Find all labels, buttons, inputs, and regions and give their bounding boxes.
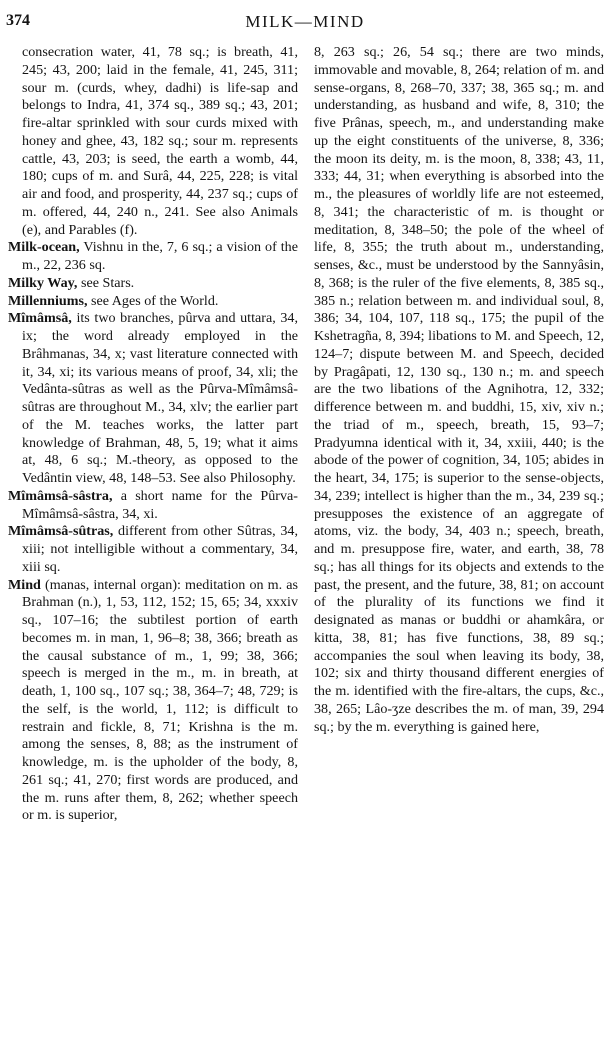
entry-text: see Stars. [77, 274, 135, 291]
entry-headword: Milky Way, [8, 274, 78, 291]
index-entry [8, 293, 298, 311]
entry-text: consecration water, 41, 78 sq.; is breath, 41, 245; 43, 200; laid in the female, 41, 245, 311; sour m. (curds, whey, dadhi) is life-sap and belongs to Indra, 41, 374 sq., 389 sq.; 43, 201; fire-altar sprinkled with sour curds mixed with honey and ghee, 43, 182 sq.; sour m. represents cattle, 43, 203; is seed, the earth a womb, 44, 180; cups of m. and Surâ, 44, 225, 228; is vital air and food, and prosperity, 44, 237 sq.; cups of m. offered, 44, 240 n., 241. See also Animals (e), and Parables (f). [22, 44, 298, 238]
entry-text: a short name for the Pûrva-Mîmâmsâ-sâstra, 34, xi. [22, 487, 298, 522]
entry-text: different from other Sûtras, 34, xiii; not intelligible without a commentary, 34, xiii sq. [22, 523, 298, 575]
index-entry [8, 275, 298, 293]
index-entry [8, 577, 298, 826]
running-head: MILK—MIND [245, 12, 365, 31]
index-entry [8, 239, 298, 275]
entry-text: see Ages of the World. [87, 292, 219, 309]
page-header [6, 12, 604, 34]
entry-text: 8, 263 sq.; 26, 54 sq.; there are two minds, immovable and movable, 8, 264; relation of m. and sense-organs, 8, 268–70, 337; 38, 365 sq.; m. and understanding, as husband and wife, 8, 310; the five Prânas, speech, m., and understanding make up the eight constituents of the universe, 8, 336; the moon its deity, m. is the moon, 8, 338; 43, 11, 333; 44, 31; when everything is absorbed into the m., the pleasures of worldly life are not esteemed, 8, 341; the characteristic of m. is thought or meditation, 8, 348–50; the pole of the wheel of life, 8, 355; the truth about m., understanding, senses, &c., must be understood by the Sannyâsin, 8, 368; is the ruler of the five elements, 8, 385 sq., 385 n.; relation between m. and individual soul, 8, 386; 34, 104, 107, 118 sq., 175; the pupil of the Kshetragña, 8, 394; libations to M. and Speech, 12, 124–7; dispute between M. and Speech, decided by Pragâpati, 12, 130 sq., 130 n.; m. and speech are the two libations of the Agnihotra, 12, 332; difference between m. and buddhi, 15, xiv, xiv n.; the triad of m., speech, breath, 15, 93–7; Pradyumna identical with it, 34, xxiii, 440; is the abode of the power of cognition, 34, 105; abides in the heart, 34, 175; is superior to the sense-objects, 34, 239; intellect is higher than the m., 34, 239 sq.; presupposes the existence of an aggregate of atoms, viz. the body, 34, 403 n.; speech, breath, and m. presuppose fire, water, and earth, 38, 78 sq.; has all things for its objects and extends to the past, the present, and the future, 38, 81; on account of the plurality of its functions we find it designated as manas or buddhi or ahamkâra, or kitta, 38, 81; has five functions, 38, 89 sq.; accompanies the soul when leaving its body, 38, 102; six and thirty thousand different energies of the m. identified with the fire-altars, the cups, &c., 38, 265; Lâo-ʒze describes the m. of man, 39, 294 sq.; by the m. everything is gained here, [314, 44, 604, 735]
entry-headword: Millenniums, [8, 292, 88, 309]
entry-headword: Mîmâmsâ-sûtras, [8, 523, 114, 540]
left-column [8, 44, 298, 1060]
index-columns [8, 44, 604, 1060]
index-entry [8, 523, 298, 576]
entry-headword: Milk-ocean, [8, 239, 80, 256]
index-entry [314, 44, 604, 736]
index-entry [8, 44, 298, 239]
page-number: 374 [6, 12, 30, 29]
entry-text: Vishnu in the, 7, 6 sq.; a vision of the m., 22, 236 sq. [22, 239, 298, 273]
right-column [314, 44, 604, 1060]
index-entry [8, 488, 298, 524]
entry-text: (manas, internal organ): meditation on m. as Brahman (n.), 1, 53, 112, 152; 15, 65; 34, xxxiv sq., 107–16; the subtilest portion of earth becomes m. in man, 1, 96–8; 38, 366; breath as the causal substance of m., 1, 99; 38, 366; speech is merged in the m., m. in breath, at death, 1, 100 sq., 107 sq.; 38, 364–7; 48, 729; is the self, is the world, 1, 112; is difficult to restrain and fickle, 8, 71; Krishna is the m. among the senses, 8, 88; as the instrument of knowledge, m. is the upholder of the body, 8, 261 sq.; 41, 270; first words are produced, and the m. runs after them, 8, 262; whether speech or m. is superior, [22, 576, 298, 824]
index-entry [8, 310, 298, 488]
entry-text: its two branches, pûrva and uttara, 34, ix; the word already employed in the Brâhmanas, 34, x; vast literature connected with it, 34, xi; its various means of proof, 34, xli; the Vedânta-sûtras as well as the Pûrva-Mîmâmsâ-sûtras are throughout M., 34, xlv; the earlier part of the M. teaches works, the latter part knowledge of Brahman, 48, 5, 19; what it aims at, 48, 6 sq.; M.-theory, as opposed to the Vedântin view, 48, 148–53. See also Philosophy. [22, 310, 298, 486]
entry-headword: Mîmâmsâ-sâstra, [8, 487, 113, 504]
entry-headword: Mind [8, 576, 41, 593]
entry-headword: Mîmâmsâ, [8, 310, 72, 327]
